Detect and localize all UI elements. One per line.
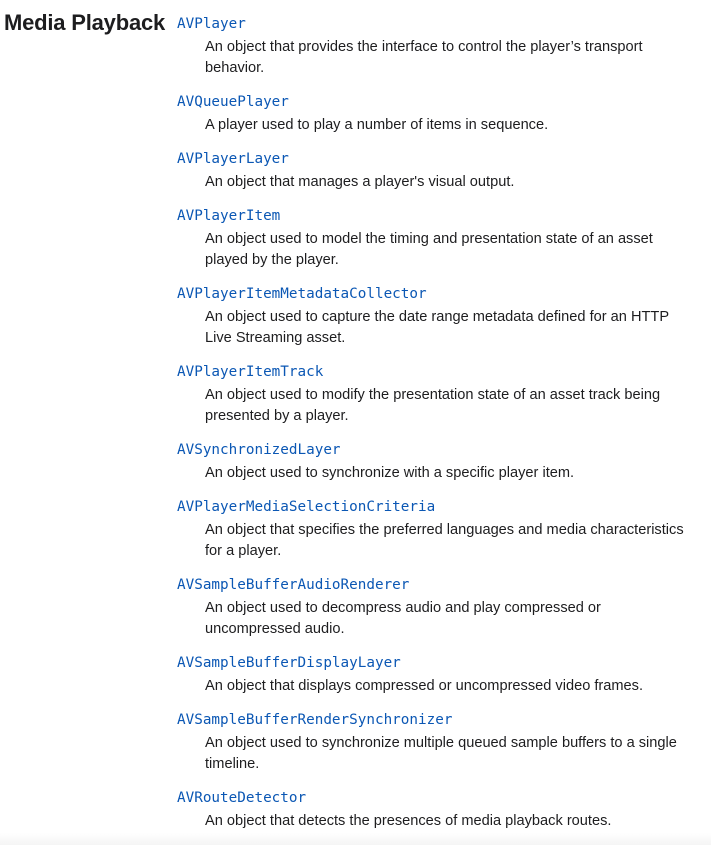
symbol-link-avplayeritemtrack[interactable]: AVPlayerItemTrack bbox=[177, 364, 324, 380]
symbol-description: An object used to modify the presentation state of an asset track being presented by a player. bbox=[205, 387, 661, 424]
symbol-description: An object that provides the interface to control the player’s transport behavior. bbox=[205, 39, 643, 76]
symbol-link-avsynchronizedlayer[interactable]: AVSynchronizedLayer bbox=[177, 442, 341, 458]
symbol-description: An object that detects the presences of media playback routes. bbox=[205, 813, 612, 829]
list-item bbox=[177, 497, 697, 562]
list-item bbox=[177, 710, 697, 775]
symbol-link-avsamplebufferdisplaylayer[interactable]: AVSampleBufferDisplayLayer bbox=[177, 655, 401, 671]
list-item bbox=[177, 788, 697, 832]
list-item bbox=[177, 653, 697, 697]
symbol-description: An object used to capture the date range metadata defined for an HTTP Live Streaming asset. bbox=[205, 309, 669, 346]
list-item bbox=[177, 92, 697, 136]
list-item bbox=[177, 575, 697, 640]
symbol-link-avsamplebufferaudiorenderer[interactable]: AVSampleBufferAudioRenderer bbox=[177, 577, 410, 593]
list-item bbox=[177, 149, 697, 193]
symbol-description: An object that manages a player's visual output. bbox=[205, 174, 515, 190]
list-item bbox=[177, 206, 697, 271]
symbol-link-avplayeritem[interactable]: AVPlayerItem bbox=[177, 208, 281, 224]
list-item bbox=[177, 362, 697, 427]
symbol-description: An object used to synchronize with a specific player item. bbox=[205, 465, 575, 481]
symbol-list bbox=[177, 14, 697, 845]
symbol-description: An object used to model the timing and presentation state of an asset played by the player. bbox=[205, 231, 653, 268]
list-item bbox=[177, 14, 697, 79]
symbol-description: An object that displays compressed or uncompressed video frames. bbox=[205, 678, 644, 694]
section-title: Media Playback bbox=[4, 10, 166, 35]
symbol-link-avroutedetector[interactable]: AVRouteDetector bbox=[177, 790, 307, 806]
symbol-link-avqueueplayer[interactable]: AVQueuePlayer bbox=[177, 94, 289, 110]
symbol-link-avplayeritemmetadatacollector[interactable]: AVPlayerItemMetadataCollector bbox=[177, 286, 427, 302]
list-item bbox=[177, 440, 697, 484]
symbol-link-avplayermediaselectioncriteria[interactable]: AVPlayerMediaSelectionCriteria bbox=[177, 499, 436, 515]
list-item bbox=[177, 284, 697, 349]
symbol-link-avplayerlayer[interactable]: AVPlayerLayer bbox=[177, 151, 289, 167]
symbol-link-avsamplebufferrendersynchronizer[interactable]: AVSampleBufferRenderSynchronizer bbox=[177, 712, 453, 728]
symbol-description: An object that specifies the preferred languages and media characteristics for a player. bbox=[205, 522, 684, 559]
symbol-link-avplayer[interactable]: AVPlayer bbox=[177, 16, 246, 32]
symbol-description: A player used to play a number of items in sequence. bbox=[205, 117, 549, 133]
symbol-description: An object used to decompress audio and play compressed or uncompressed audio. bbox=[205, 600, 601, 637]
symbol-description: An object used to synchronize multiple queued sample buffers to a single timeline. bbox=[205, 735, 677, 772]
